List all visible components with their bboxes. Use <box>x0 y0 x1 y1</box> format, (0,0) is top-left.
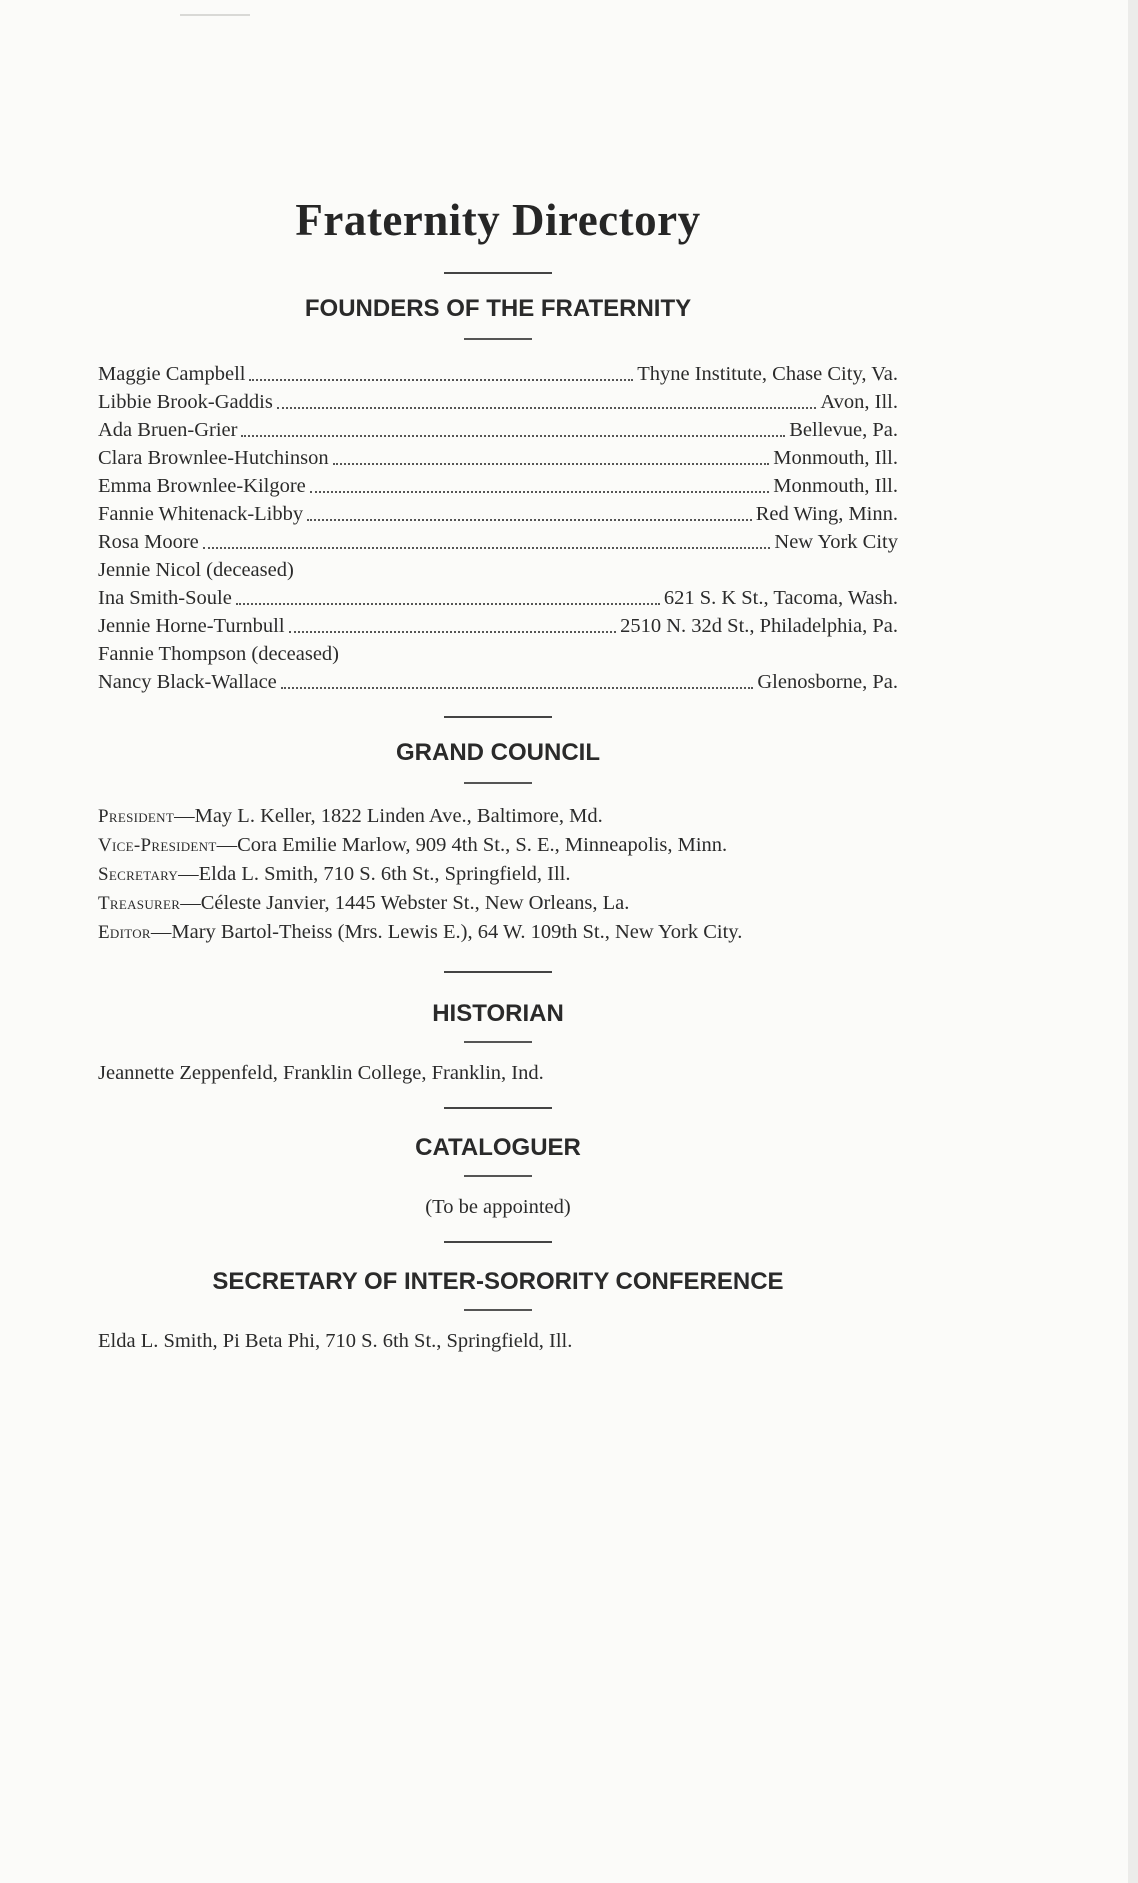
founder-entry <box>98 584 898 612</box>
founder-location: 621 S. K St., Tacoma, Wash. <box>663 587 898 609</box>
council-member-details: —Elda L. Smith, 710 S. 6th St., Springfield, Ill. <box>178 863 571 885</box>
council-member-details: —Céleste Janvier, 1445 Webster St., New Orleans, La. <box>180 892 630 914</box>
cataloguer-heading: CATALOGUER <box>415 1134 581 1161</box>
historian-heading: HISTORIAN <box>432 1000 564 1027</box>
dot-leader <box>281 687 754 689</box>
founder-location: Avon, Ill. <box>820 391 898 413</box>
council-member-details: —Cora Emilie Marlow, 909 4th St., S. E., Minneapolis, Minn. <box>216 834 728 856</box>
council-member <box>98 860 898 889</box>
council-member-details: —Mary Bartol-Theiss (Mrs. Lewis E.), 64 W. 109th St., New York City. <box>150 921 743 943</box>
founder-name: Emma Brownlee-Kilgore <box>98 475 306 497</box>
dot-leader <box>310 491 769 493</box>
founder-location: Monmouth, Ill. <box>773 447 898 469</box>
founder-entry <box>98 416 898 444</box>
founder-name: Jennie Nicol (deceased) <box>98 559 294 581</box>
dot-leader <box>241 435 785 437</box>
founder-location: Monmouth, Ill. <box>773 475 898 497</box>
founder-name: Maggie Campbell <box>98 363 246 385</box>
page-smudge <box>180 14 250 16</box>
founder-name: Ina Smith-Soule <box>98 587 232 609</box>
founders-heading: FOUNDERS OF THE FRATERNITY <box>304 295 692 322</box>
founder-name: Ada Bruen-Grier <box>98 419 238 441</box>
founder-entry <box>98 612 898 640</box>
founder-name: Jennie Horne-Turnbull <box>98 615 285 637</box>
founder-location: Bellevue, Pa. <box>789 419 898 441</box>
page-edge-shadow <box>1128 0 1138 1883</box>
founder-entry <box>98 640 898 668</box>
founder-name: Rosa Moore <box>98 531 199 553</box>
dot-leader <box>277 407 817 409</box>
founder-entry <box>98 444 898 472</box>
grand-council-list <box>98 802 898 947</box>
founder-entry <box>98 668 898 696</box>
dot-leader <box>333 463 770 465</box>
council-role: Vice-President <box>98 835 217 856</box>
founder-entry <box>98 556 898 584</box>
founder-name: Clara Brownlee-Hutchinson <box>98 447 329 469</box>
founder-entry <box>98 528 898 556</box>
dot-leader <box>236 603 660 605</box>
council-member-details: —May L. Keller, 1822 Linden Ave., Baltimore, Md. <box>174 805 603 827</box>
founder-name: Nancy Black-Wallace <box>98 671 277 693</box>
founder-name: Fannie Whitenack-Libby <box>98 503 304 525</box>
council-member <box>98 889 898 918</box>
council-member <box>98 802 898 831</box>
directory-content <box>98 190 898 1355</box>
council-role: Treasurer <box>98 893 181 914</box>
founder-entry <box>98 360 898 388</box>
council-role: Secretary <box>98 864 179 885</box>
founder-location: Thyne Institute, Chase City, Va. <box>637 363 898 385</box>
founder-location: 2510 N. 32d St., Philadelphia, Pa. <box>620 615 898 637</box>
founder-location: New York City <box>774 531 898 553</box>
founder-location: Red Wing, Minn. <box>755 503 898 525</box>
founder-name: Libbie Brook-Gaddis <box>98 391 273 413</box>
founder-entry <box>98 500 898 528</box>
founders-list <box>98 360 898 696</box>
council-member <box>98 831 898 860</box>
dot-leader <box>289 631 617 633</box>
dot-leader <box>249 379 633 381</box>
council-role: President <box>98 806 175 827</box>
dot-leader <box>203 547 771 549</box>
inter-sorority-heading: SECRETARY OF INTER-SORORITY CONFERENCE <box>212 1268 784 1295</box>
founder-entry <box>98 388 898 416</box>
cataloguer-text: (To be appointed) <box>425 1196 571 1218</box>
page-title: Fraternity Directory <box>295 195 701 245</box>
dot-leader <box>307 519 752 521</box>
founder-name: Fannie Thompson (deceased) <box>98 643 339 665</box>
grand-council-heading: GRAND COUNCIL <box>396 739 600 766</box>
inter-sorority-text: Elda L. Smith, Pi Beta Phi, 710 S. 6th St., Springfield, Ill. <box>98 1330 573 1352</box>
council-member <box>98 918 898 947</box>
historian-text: Jeannette Zeppenfeld, Franklin College, Franklin, Ind. <box>98 1062 544 1084</box>
founder-location: Glenosborne, Pa. <box>757 671 898 693</box>
council-role: Editor <box>98 922 151 943</box>
founder-entry <box>98 472 898 500</box>
